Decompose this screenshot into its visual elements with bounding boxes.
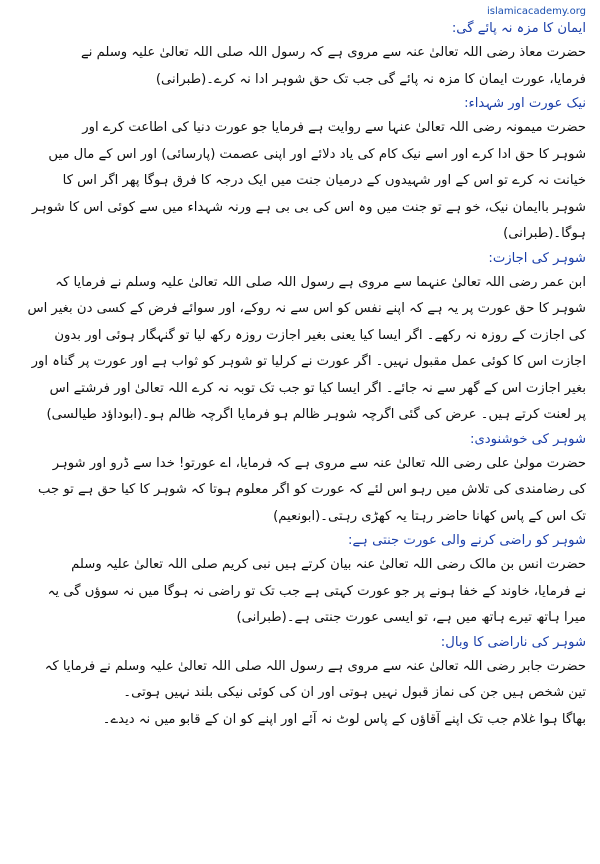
paragraph-line: فرمایا، عورت ایمان کا مزہ نہ پائے گی جب تک حق شوہر ادا نہ کرے۔(طبرانی)	[155, 71, 586, 87]
section-heading: شوہر کی ناراضی کا وبال:	[440, 634, 586, 650]
paragraph-line: پر لعنت کرتے ہیں۔ عرض کی گئی اگرچہ شوہر ظالم ہو فرمایا اگرچہ ظالم ہو۔(ابوداؤد طیالسی)	[46, 407, 586, 422]
section-heading: شوہر کی اجازت:	[488, 250, 586, 266]
section-heading: نیک عورت اور شہداء:	[464, 96, 586, 111]
section-paragraph	[14, 552, 586, 632]
paragraph-line: کی رضامندی کی تلاش میں رہو اس لئے کہ عورت کو اگر معلوم ہوتا کہ شوہر کا کیا حق ہے تو جب	[38, 482, 586, 497]
document-content	[14, 18, 586, 733]
paragraph-line: میرا ہاتھ تیرے ہاتھ میں ہے، تو ایسی عورت جنتی ہے۔(طبرانی)	[236, 610, 586, 625]
paragraph-line: شوہر باایمان نیک، خو ہے تو جنت میں وہ اس کی بی بی ہے ورنہ شہداء میں سے کوئی اس کا شوہر	[31, 199, 586, 215]
section-paragraph	[14, 654, 586, 734]
paragraph-line: شوہر کا حق عورت پر یہ ہے کہ اپنے نفس کو اس سے نہ روکے، اور سوائے فرض کے کسی دن بغیر اس	[27, 301, 586, 316]
paragraph-line: حضرت انس بن مالک رضی اللہ تعالیٰ عنہ بیان کرتے ہیں نبی کریم صلی اللہ تعالیٰ علیہ وسلم	[71, 557, 586, 572]
section-paragraph	[14, 40, 586, 93]
paragraph-line: بھاگا ہوا غلام جب تک اپنے آقاؤں کے پاس لوٹ نہ آئے اور اپنے کو ان کے قابو میں نہ دیدے۔	[102, 711, 586, 727]
paragraph-line: تین شخص ہیں جن کی نماز قبول نہیں ہوتی اور ان کی کوئی نیکی بلند نہیں ہوتی۔	[123, 685, 586, 700]
section-heading: شوہر کی خوشنودی:	[470, 431, 586, 447]
paragraph-line: حضرت معاذ رضی اللہ تعالیٰ عنہ سے مروی ہے کہ رسول اللہ صلی اللہ تعالیٰ علیہ وسلم نے	[81, 45, 586, 60]
paragraph-line: بغیر اجازت اس کے گھر سے نہ جائے۔ اگر ایسا کیا تو جب تک توبہ نہ کرے اللہ تعالیٰ اور فرشتے اس	[49, 380, 586, 396]
section-heading: شوہر کو راضی کرنے والی عورت جنتی ہے:	[348, 533, 586, 548]
paragraph-line: تک اس کے پاس کھانا حاضر رہتا یہ کھڑی رہتی۔(ابونعیم)	[273, 508, 586, 524]
paragraph-line: ابن عمر رضی اللہ تعالیٰ عنہما سے مروی ہے رسول اللہ صلی اللہ تعالیٰ علیہ وسلم نے فرمایا کہ	[55, 274, 586, 290]
paragraph-line: خیانت نہ کرے تو اس کے اور شہیدوں کے درمیان جنت میں ایک درجہ کا فرق ہوگا پھر اگر اس کا	[62, 173, 586, 188]
paragraph-line: حضرت جابر رضی اللہ تعالیٰ عنہ سے مروی ہے رسول اللہ صلی اللہ تعالیٰ علیہ وسلم نے فرمایا کہ	[44, 658, 586, 674]
paragraph-line: اجازت اس کا کوئی عمل مقبول نہیں۔ اگر عورت نے کرلیا تو شوہر کو ثواب ہے اور عورت پر گناہ اور	[31, 354, 586, 369]
paragraph-line: نے فرمایا، خاوند کے خفا ہونے پر جو عورت کہتی ہے جب تک تو راضی نہ ہوگا میں نہ سوؤں گی یہ	[47, 583, 586, 599]
section-paragraph	[14, 451, 586, 531]
site-watermark: islamicacademy.org	[487, 6, 586, 17]
paragraph-line: ہوگا۔(طبرانی)	[503, 226, 586, 241]
section-paragraph	[14, 270, 586, 429]
paragraph-line: حضرت مولیٰ علی رضی اللہ تعالیٰ عنہ سے مروی ہے کہ فرمایا، اے عورتو! خدا سے ڈرو اور شوہر	[52, 455, 586, 471]
section-heading: ایمان کا مزہ نہ پائے گی:	[451, 21, 586, 36]
section-paragraph	[14, 115, 586, 248]
paragraph-line: کی اجازت کے روزہ نہ رکھے۔ اگر ایسا کیا یعنی بغیر اجازت روزہ رکھ لیا تو گنہگار ہوئی اور بدون	[54, 327, 586, 343]
paragraph-line: شوہر کا حق ادا کرے اور اسے نیک کام کی یاد دلائے اور اپنی عصمت (پارسائی) اور اس کے مال میں	[48, 146, 586, 162]
paragraph-line: حضرت میمونہ رضی اللہ تعالیٰ عنہا سے روایت ہے فرمایا جو عورت دنیا کی اطاعت کرے اور	[82, 120, 586, 135]
